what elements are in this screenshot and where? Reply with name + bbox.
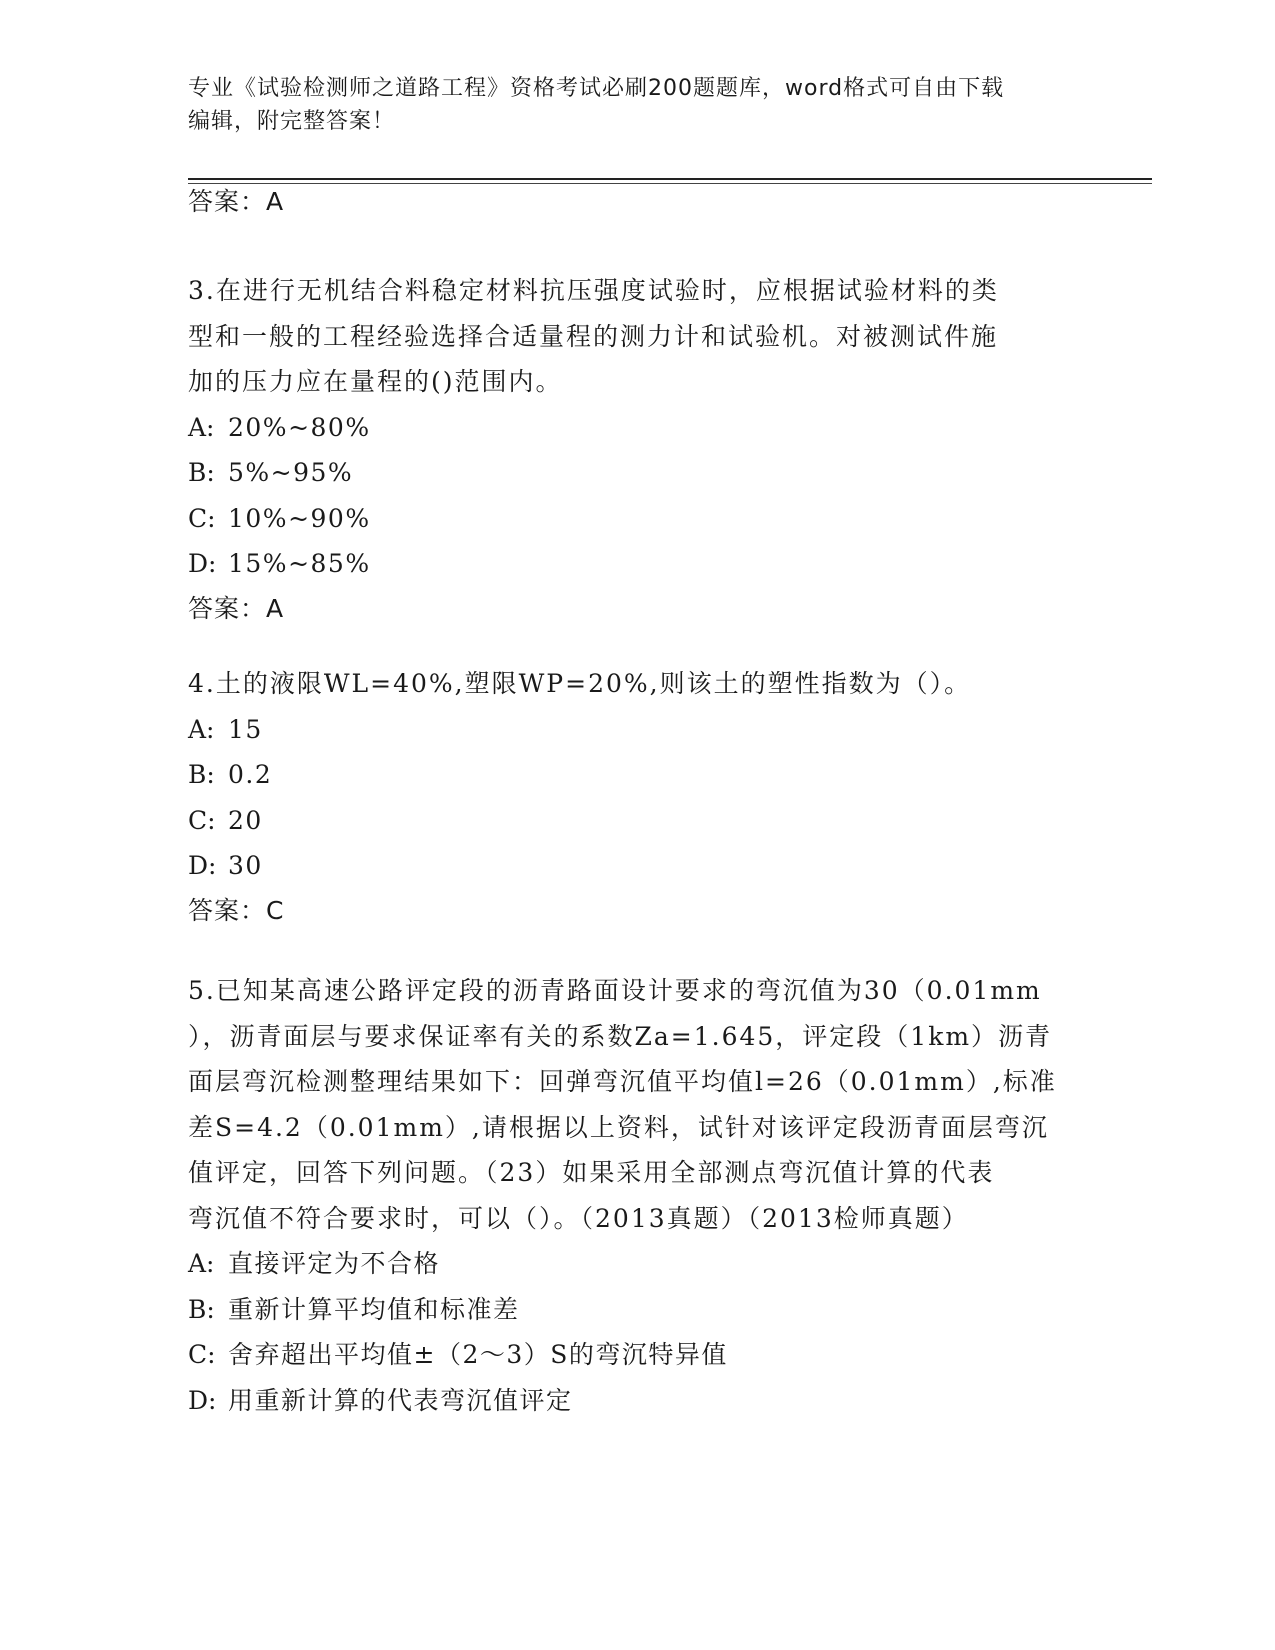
option-d: D: 30 — [188, 851, 263, 880]
question-line: 3.在进行无机结合料稳定材料抗压强度试验时，应根据试验材料的类 — [188, 276, 999, 305]
question-line: 值评定，回答下列问题。（23）如果采用全部测点弯沉值计算的代表 — [188, 1158, 995, 1187]
option-c: C: 20 — [188, 805, 263, 835]
header-line-2: 编辑，附完整答案！ — [188, 109, 396, 134]
option-a: A: 20%~80% — [188, 412, 371, 442]
answer-value: A — [266, 187, 285, 216]
option-b: B: 5%~95% — [188, 458, 354, 487]
option-a: A: 直接评定为不合格 — [188, 1249, 441, 1278]
prev-answer-line — [188, 180, 1088, 224]
header-line-1: 专业《试验检测师之道路工程》资格考试必刷200题题库，word格式可自由下载 — [188, 76, 1005, 101]
answer-label: 答案： — [188, 187, 267, 216]
question-line: 型和一般的工程经验选择合适量程的测力计和试验机。对被测试件施 — [188, 321, 999, 351]
question-line: ），沥青面层与要求保证率有关的系数Za=1.645，评定段（1km）沥青 — [188, 1021, 1053, 1051]
question-line: 加的压力应在量程的()范围内。 — [188, 367, 563, 396]
answer-line — [188, 587, 1088, 631]
option-b: B: 0.2 — [188, 760, 273, 789]
question-text — [188, 268, 1088, 405]
question-text — [188, 968, 1088, 1241]
option-c: C: 10%~90% — [188, 503, 371, 533]
question-5 — [188, 968, 1088, 1423]
answer-line — [188, 889, 1088, 933]
question-3 — [188, 268, 1088, 631]
option-d: D: 用重新计算的代表弯沉值评定 — [188, 1385, 573, 1415]
document-header — [188, 72, 1088, 138]
question-4 — [188, 661, 1088, 933]
question-text — [188, 661, 1088, 707]
answer-label: 答案： — [188, 593, 267, 623]
question-line: 面层弯沉检测整理结果如下：回弹弯沉值平均值l=26（0.01mm）,标准 — [188, 1067, 1057, 1096]
answer-value: C — [266, 895, 285, 925]
option-d: D: 15%~85% — [188, 549, 371, 578]
question-line: 弯沉值不符合要求时，可以（）。（2013真题）（2013检师真题） — [188, 1203, 969, 1233]
option-b: B: 重新计算平均值和标准差 — [188, 1294, 520, 1324]
answer-value: A — [266, 593, 285, 623]
option-a: A: 15 — [188, 714, 263, 744]
option-c: C: 舍弃超出平均值±（2～3）S的弯沉特异值 — [188, 1340, 728, 1369]
question-line: 5.已知某高速公路评定段的沥青路面设计要求的弯沉值为30（0.01mm — [188, 976, 1042, 1005]
question-line: 差S=4.2（0.01mm）,请根据以上资料，试针对该评定段沥青面层弯沉 — [188, 1112, 1049, 1142]
answer-label: 答案： — [188, 895, 267, 925]
question-line: 4.土的液限WL=40%,塑限WP=20%,则该土的塑性指数为（）。 — [188, 669, 972, 698]
